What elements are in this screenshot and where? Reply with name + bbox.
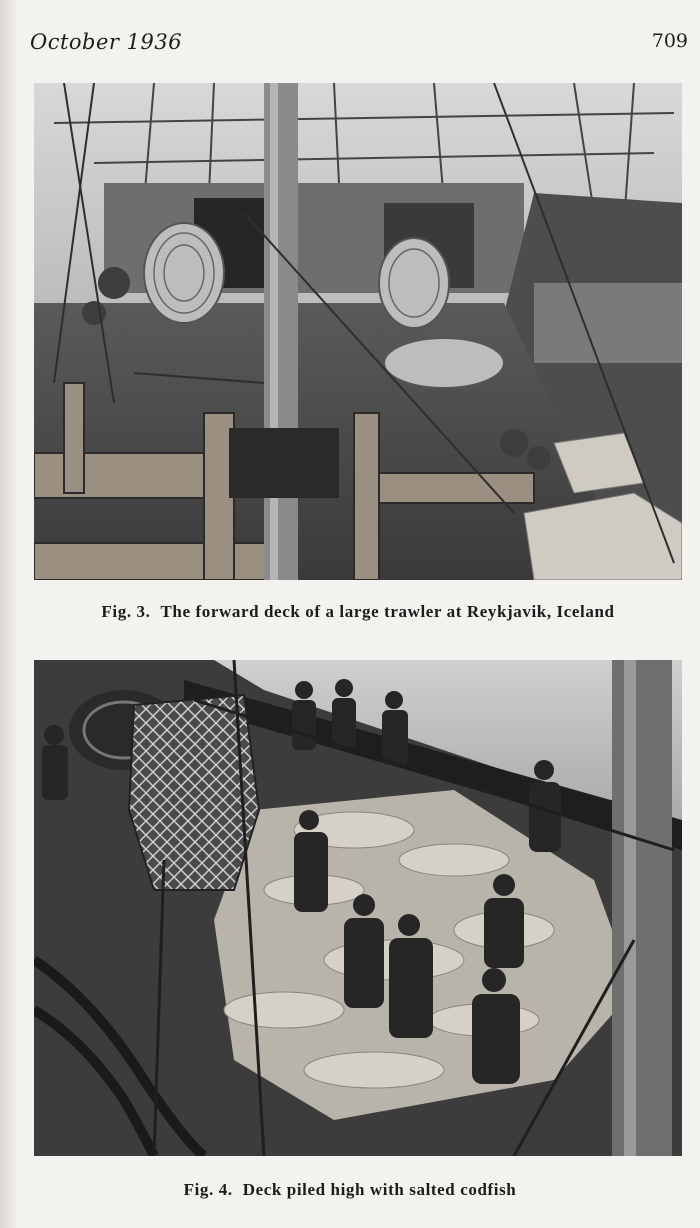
salted-codfish-deck-photo-icon (34, 660, 682, 1156)
trawler-forward-deck-photo-icon (34, 83, 682, 580)
page-number: 709 (651, 30, 688, 52)
figure-3-number: Fig. 3. (101, 602, 151, 621)
figure-4-photo (34, 660, 682, 1156)
running-head-date: October 1936 (30, 30, 183, 54)
figure-4-number: Fig. 4. (183, 1180, 233, 1199)
figure-4-caption-text: Deck piled high with salted codfish (242, 1180, 517, 1199)
page-gutter-shadow (0, 0, 18, 1228)
figure-3-caption (28, 602, 688, 622)
figure-4-caption (0, 1180, 700, 1200)
figure-3-caption-text: The forward deck of a large trawler at Reykjavik, Iceland (160, 602, 615, 621)
figure-3-photo (34, 83, 682, 580)
